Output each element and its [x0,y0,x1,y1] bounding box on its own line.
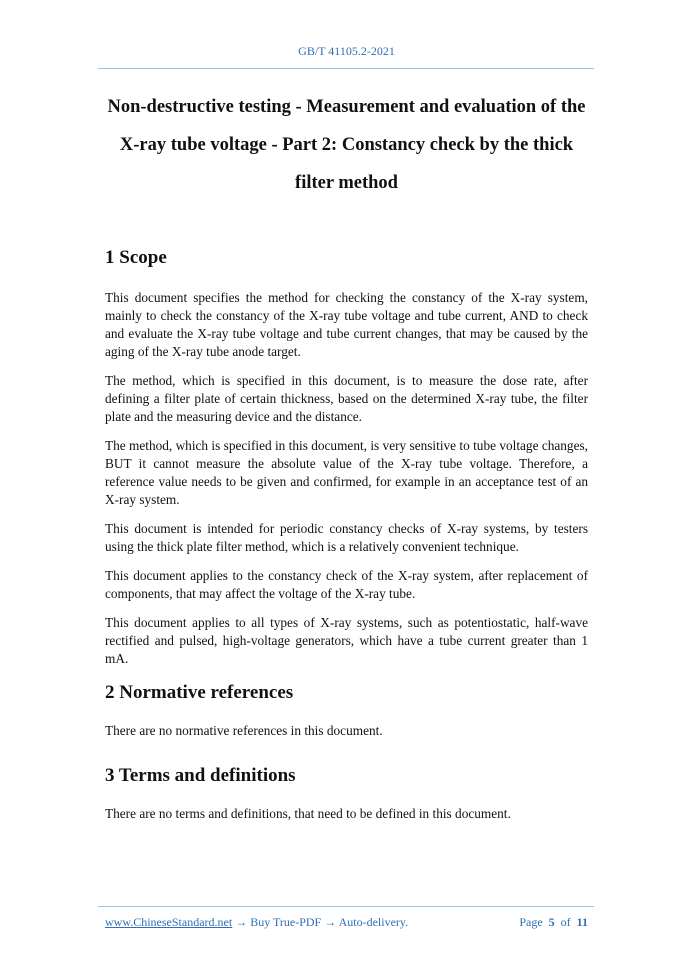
section-terms-definitions [105,762,588,823]
title-line-3: filter method [295,173,398,193]
arrow-icon: → [324,915,337,929]
terms-definitions-heading: 3 Terms and definitions [105,765,296,786]
scope-paragraph-4: This document is intended for periodic constancy checks of X-ray systems, by testers using the thick plate filter method, which is a relatively convenient technique. [105,521,588,554]
document-code-header: GB/T 41105.2-2021 [298,44,395,58]
footer-rule [98,906,594,907]
scope-heading: 1 Scope [105,247,167,268]
footer-promo [105,915,408,930]
scope-paragraph-3: The method, which is specified in this document, is very sensitive to tube voltage changes, BUT it cannot measure the absolute value of the X-ray tube voltage. Therefore, a reference value needs to be given and confirmed, for example in an acceptance test of an X-ray system. [105,438,588,507]
terms-definitions-text: There are no terms and definitions, that need to be defined in this document. [105,806,511,821]
title-line-1: Non-destructive testing - Measurement and evaluation of the [107,97,586,117]
page-word: Page [519,915,543,929]
document-title [90,88,603,202]
current-page-number: 5 [548,915,555,929]
normative-references-text: There are no normative references in this document. [105,723,383,738]
scope-paragraph-5: This document applies to the constancy check of the X-ray system, after replacement of components, that may affect the voltage of the X-ray tube. [105,568,588,601]
document-body [105,244,588,823]
total-pages-number: 11 [576,915,588,929]
scope-paragraph-2: The method, which is specified in this document, is to measure the dose rate, after defining a filter plate of certain thickness, based on the determined X-ray tube, the filter plate and the measuring device and the distance. [105,373,588,424]
of-word: of [560,915,571,929]
header-rule [98,68,594,69]
page-indicator [519,915,588,930]
page-footer [105,915,588,930]
scope-paragraph-6: This document applies to all types of X-ray systems, such as potentiostatic, half-wave rectified and pulsed, high-voltage generators, which have a tube current greater than 1 mA. [105,615,588,666]
section-normative-references [105,679,588,740]
chinesestandard-link[interactable]: www.ChineseStandard.net [105,915,233,929]
arrow-icon: → [235,915,248,929]
buy-true-pdf-link[interactable]: Buy True-PDF [250,915,322,929]
auto-delivery-text: Auto-delivery. [338,915,409,929]
normative-references-heading: 2 Normative references [105,682,294,703]
section-scope [105,244,588,668]
scope-paragraph-1: This document specifies the method for checking the constancy of the X-ray system, mainly to check the constancy of the X-ray tube voltage and tube current, AND to check and evaluate the X-ray tube voltage and tube current changes, that may be caused by the aging of the X-ray tube anode target. [105,290,588,359]
title-line-2: X-ray tube voltage - Part 2: Constancy check by the thick [119,135,574,155]
